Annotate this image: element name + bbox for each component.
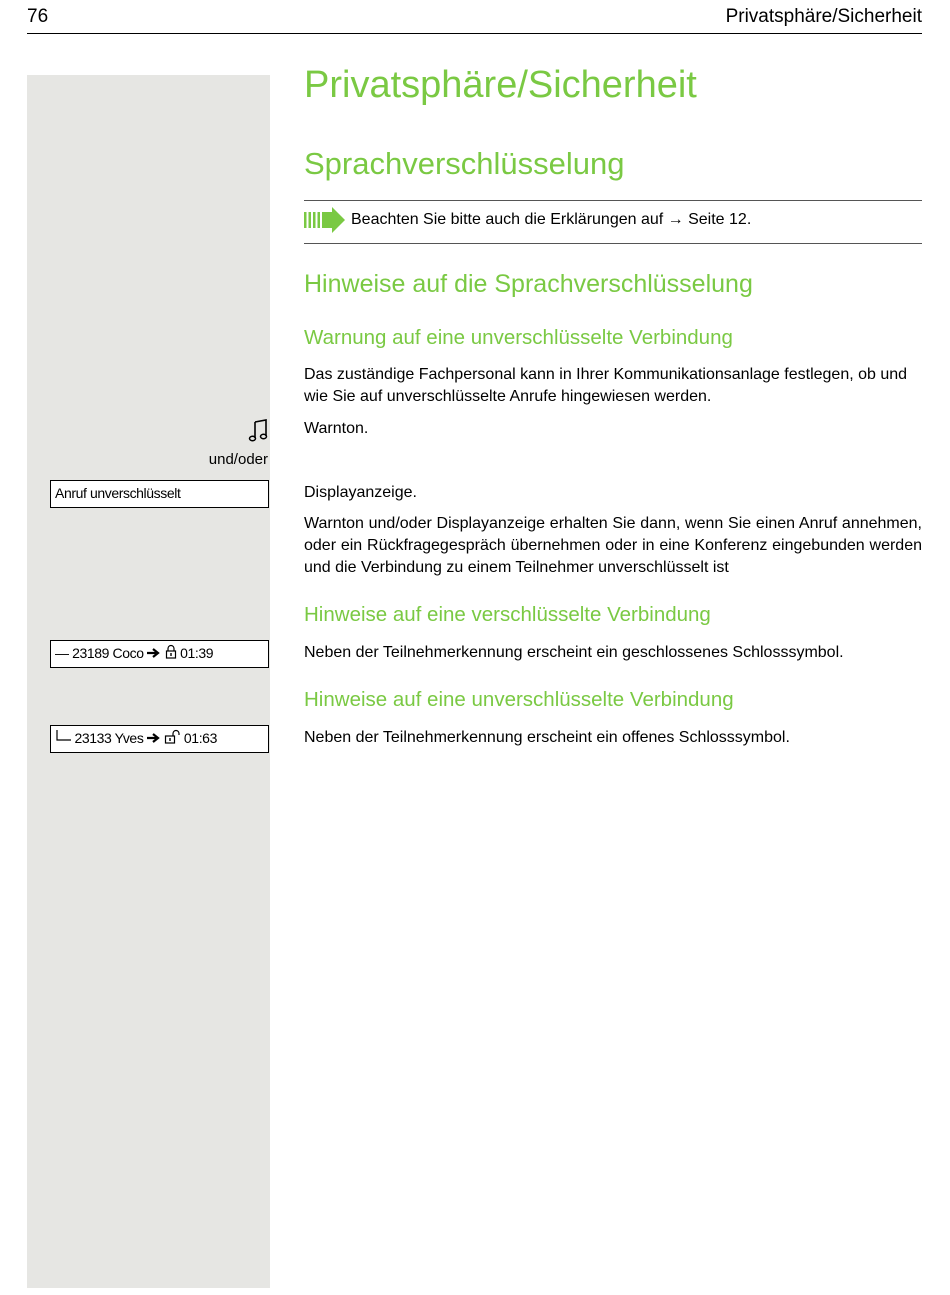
arrow-right-icon [147,727,161,752]
lock-closed-icon [165,642,177,667]
warning-heading: Warnung auf eine unverschlüsselte Verbindung [304,326,733,349]
running-title: Privatsphäre/Sicherheit [725,6,922,27]
display-text: Displayanzeige. [304,484,417,501]
music-note-icon [247,418,271,444]
arrow-right-icon [147,642,161,667]
note-rule-bottom [304,243,922,244]
display-unencrypted: Anruf unverschlüsselt [50,480,269,508]
conference-branch-icon [55,727,71,752]
note-rule-top [304,200,922,201]
caller-id: 23133 Yves [74,730,144,746]
line-prefix: — [55,645,69,661]
page-number: 76 [27,6,49,27]
encrypted-heading: Hinweise auf eine verschlüsselte Verbindung [304,603,711,626]
chapter-title: Sprachverschlüsselung [304,146,625,181]
unencrypted-heading: Hinweise auf eine unverschlüsselte Verbindung [304,688,734,711]
call-duration: 01:63 [183,730,217,746]
caller-id: 23189 Coco [72,645,144,661]
section-title: Hinweise auf die Sprachverschlüsselung [304,270,753,298]
warning-explanation: Warnton und/oder Displayanzeige erhalten Sie dann, wenn Sie einen Anruf annehmen, oder ein Rückfragegespräch übernehmen oder in eine Konferenz eingebunden werden und die Verbindung zu einem Teilnehmer unverschlüsselt ist [304,515,922,576]
unencrypted-text: Neben der Teilnehmerkennung erscheint ein offenes Schlosssymbol. [304,729,790,746]
display-open-call [50,725,269,753]
and-or-label: und/oder [208,451,268,468]
warning-intro: Das zuständige Fachpersonal kann in Ihrer Kommunikationsanlage festlegen, ob und wie Sie auf unverschlüsselte Anrufe hingewiesen werden. [304,366,908,405]
note-arrow-icon [304,207,346,233]
lock-open-icon [164,727,180,752]
call-duration: 01:39 [180,645,214,661]
encrypted-text: Neben der Teilnehmerkennung erscheint ein geschlossenes Schlosssymbol. [304,644,844,661]
header-divider [27,33,922,34]
tone-text: Warnton. [304,420,369,437]
page-title: Privatsphäre/Sicherheit [304,64,697,106]
sidebar [27,75,270,1288]
display-encrypted-call [50,640,269,668]
cross-reference-note[interactable]: Beachten Sie bitte auch die Erklärungen auf → Seite 12. [351,211,752,228]
